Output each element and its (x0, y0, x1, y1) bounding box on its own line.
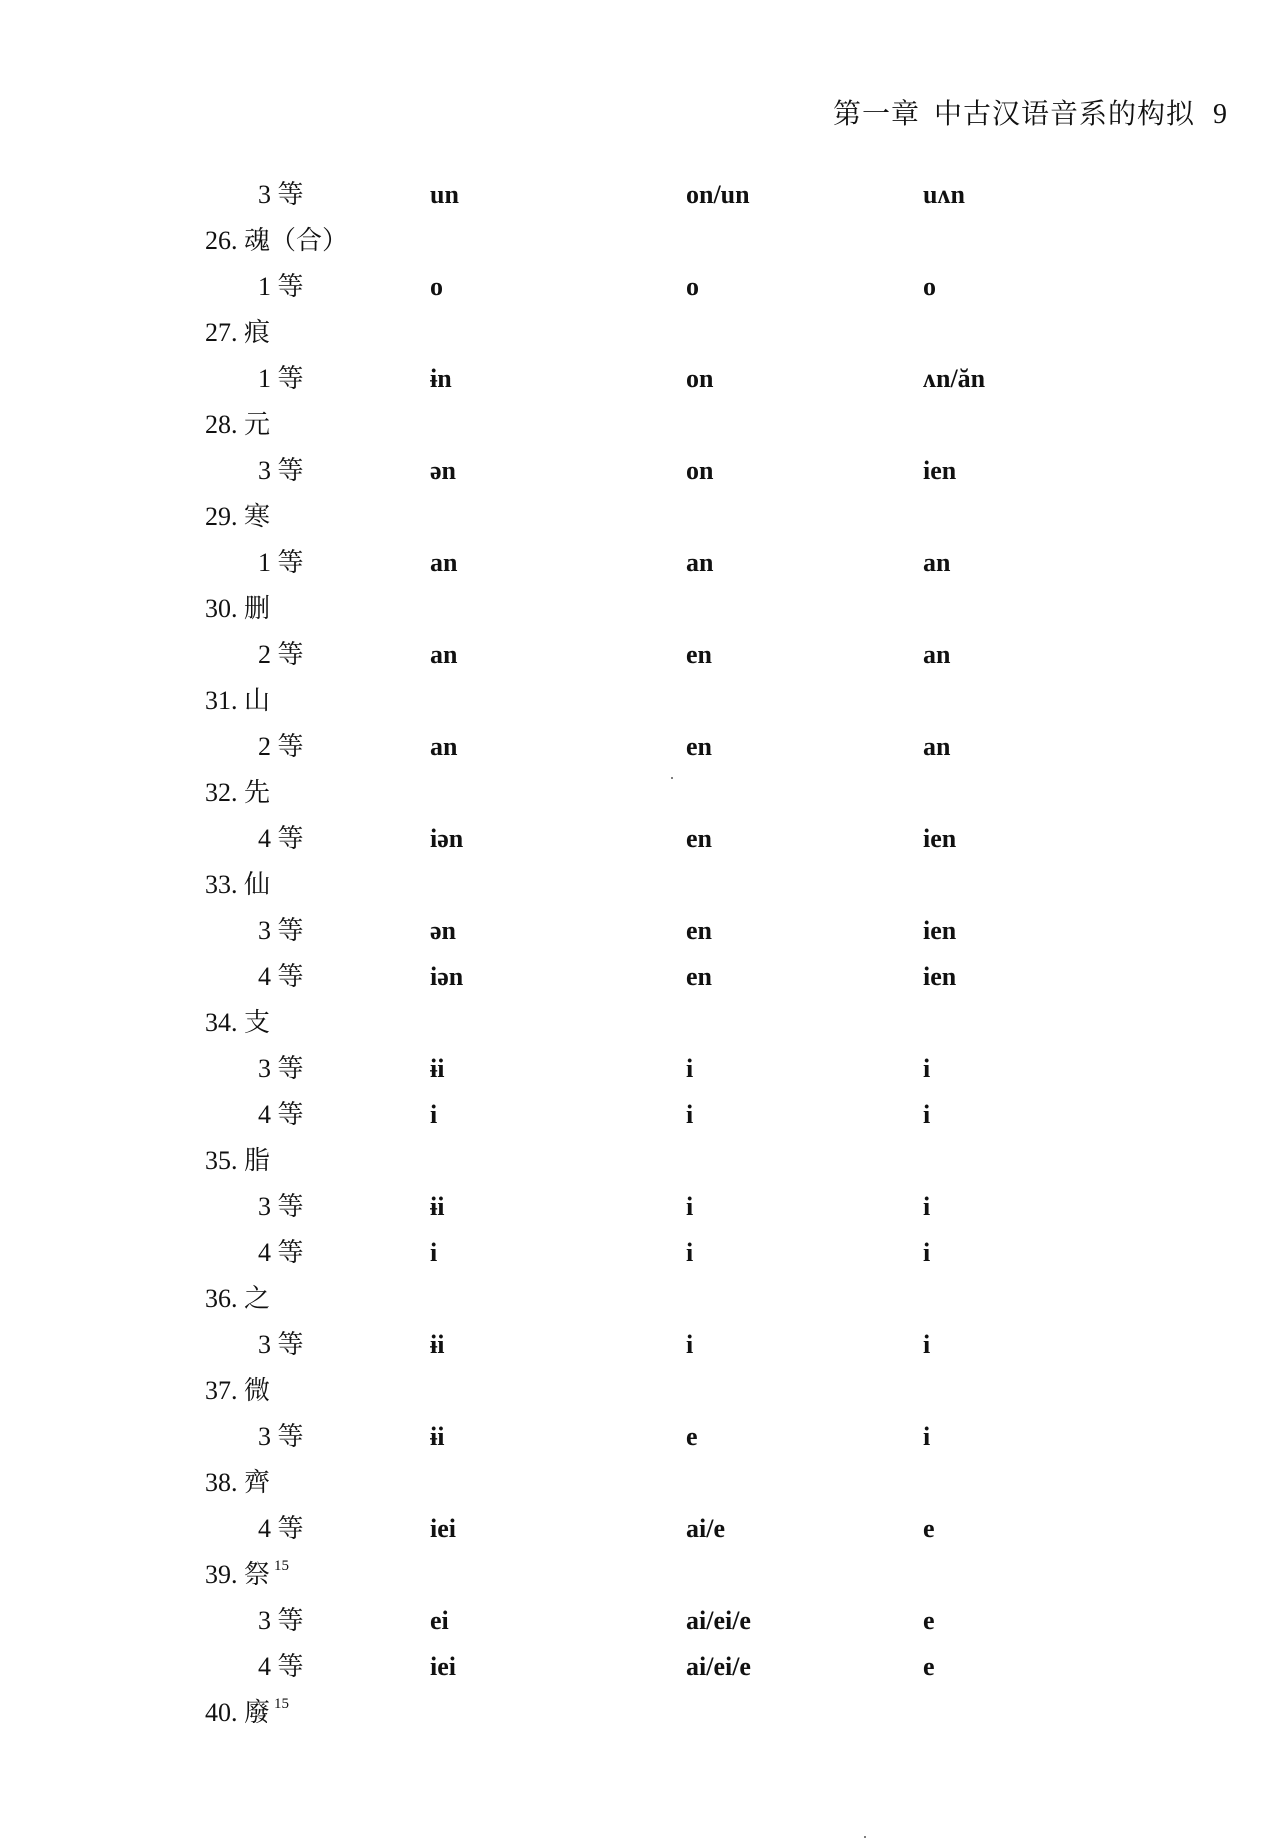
grade-row (0, 172, 1280, 218)
rime-label (205, 770, 270, 816)
grade-row (0, 1506, 1280, 1552)
rime-label (205, 494, 270, 540)
rime-heading-row (0, 770, 1280, 816)
reconstruction-cell-1: ɨi (430, 1422, 445, 1451)
rime-label (205, 1552, 289, 1598)
grade-label: 4 等 (258, 1514, 304, 1543)
chapter-label: 第一章 (832, 99, 920, 130)
grade-row (0, 1644, 1280, 1690)
grade-label: 1 等 (258, 364, 304, 393)
rime-label-text: 26. 魂（合） (205, 226, 349, 255)
grade-row (0, 908, 1280, 954)
rime-heading-row (0, 1460, 1280, 1506)
rime-heading-row (0, 1690, 1280, 1736)
rime-label-text: 27. 痕 (205, 318, 271, 347)
rime-heading-row (0, 1368, 1280, 1414)
rime-label (205, 678, 270, 724)
rime-label-text: 29. 寒 (205, 502, 271, 531)
rime-heading-row (0, 1276, 1280, 1322)
reconstruction-cell-1: an (430, 548, 458, 577)
rime-label (205, 218, 348, 264)
rime-label (205, 1460, 270, 1506)
reconstruction-cell-1: an (430, 640, 458, 669)
reconstruction-cell-3: ien (923, 456, 957, 485)
grade-row (0, 356, 1280, 402)
reconstruction-cell-2: i (686, 1192, 694, 1221)
grade-row (0, 1414, 1280, 1460)
reconstruction-cell-1: i (430, 1100, 438, 1129)
grade-row (0, 1046, 1280, 1092)
grade-label: 2 等 (258, 640, 304, 669)
reconstruction-cell-3: ien (923, 962, 957, 991)
reconstruction-cell-1: ən (430, 456, 456, 485)
rime-heading-row (0, 586, 1280, 632)
grade-label: 4 等 (258, 1100, 304, 1129)
reconstruction-cell-2: en (686, 640, 712, 669)
reconstruction-cell-2: i (686, 1054, 694, 1083)
reconstruction-cell-1: i (430, 1238, 438, 1267)
chapter-title: 中古汉语音系的构拟 (933, 99, 1195, 130)
grade-label: 3 等 (258, 1054, 304, 1083)
grade-label: 3 等 (258, 1192, 304, 1221)
grade-label: 3 等 (258, 916, 304, 945)
grade-row (0, 1598, 1280, 1644)
grade-row (0, 1322, 1280, 1368)
grade-row (0, 1230, 1280, 1276)
rime-label-text: 30. 删 (205, 594, 271, 623)
reconstruction-cell-2: an (686, 548, 714, 577)
grade-row (0, 724, 1280, 770)
rime-heading-row (0, 218, 1280, 264)
footnote-marker: 15 (274, 1696, 290, 1713)
reconstruction-cell-2: e (686, 1422, 698, 1451)
grade-row (0, 1184, 1280, 1230)
rime-label (205, 586, 270, 632)
rime-heading-row (0, 494, 1280, 540)
rime-label (205, 1368, 270, 1414)
reconstruction-cell-1: ən (430, 916, 456, 945)
reconstruction-cell-2: on (686, 364, 714, 393)
rime-label-text: 33. 仙 (205, 870, 271, 899)
reconstruction-cell-3: an (923, 548, 951, 577)
reconstruction-cell-1: o (430, 272, 443, 301)
rime-label (205, 402, 270, 448)
rime-heading-row (0, 402, 1280, 448)
rime-label-text: 32. 先 (205, 778, 271, 807)
grade-label: 4 等 (258, 1238, 304, 1267)
reconstruction-cell-3: i (923, 1330, 931, 1359)
rime-label-text: 35. 脂 (205, 1146, 271, 1175)
rime-label-text: 37. 微 (205, 1376, 271, 1405)
grade-row (0, 1092, 1280, 1138)
footnote-marker: 15 (274, 1558, 290, 1575)
grade-label: 4 等 (258, 962, 304, 991)
reconstruction-cell-1: ɨi (430, 1054, 445, 1083)
grade-label: 1 等 (258, 548, 304, 577)
grade-label: 1 等 (258, 272, 304, 301)
reconstruction-cell-2: i (686, 1100, 694, 1129)
reconstruction-cell-2: en (686, 732, 712, 761)
reconstruction-cell-3: e (923, 1514, 935, 1543)
reconstruction-cell-3: e (923, 1606, 935, 1635)
grade-label: 3 等 (258, 180, 304, 209)
reconstruction-cell-2: i (686, 1238, 694, 1267)
grade-row (0, 448, 1280, 494)
reconstruction-cell-1: ɨi (430, 1330, 445, 1359)
reconstruction-cell-1: ei (430, 1606, 449, 1635)
reconstruction-cell-3: i (923, 1192, 931, 1221)
reconstruction-cell-1: iən (430, 824, 464, 853)
reconstruction-cell-2: ai/e (686, 1514, 725, 1543)
reconstruction-cell-2: en (686, 916, 712, 945)
rime-label-text: 39. 祭 (205, 1560, 271, 1589)
reconstruction-cell-2: o (686, 272, 699, 301)
reconstruction-cell-2: en (686, 962, 712, 991)
reconstruction-cell-3: o (923, 272, 936, 301)
reconstruction-cell-3: ien (923, 824, 957, 853)
rime-heading-row (0, 310, 1280, 356)
reconstruction-cell-3: i (923, 1054, 931, 1083)
grade-label: 4 等 (258, 824, 304, 853)
grade-label: 3 等 (258, 1422, 304, 1451)
reconstruction-cell-1: iei (430, 1652, 456, 1681)
grade-row (0, 632, 1280, 678)
reconstruction-cell-1: un (430, 180, 459, 209)
reconstruction-cell-2: en (686, 824, 712, 853)
reconstruction-cell-3: an (923, 732, 951, 761)
rime-label-text: 34. 支 (205, 1008, 271, 1037)
reconstruction-cell-2: i (686, 1330, 694, 1359)
rime-label (205, 862, 270, 908)
reconstruction-cell-3: i (923, 1422, 931, 1451)
reconstruction-cell-1: an (430, 732, 458, 761)
rime-table (0, 172, 1280, 1736)
rime-label (205, 1276, 270, 1322)
grade-row (0, 816, 1280, 862)
scan-speck (864, 1836, 866, 1838)
grade-label: 3 等 (258, 456, 304, 485)
reconstruction-cell-1: iən (430, 962, 464, 991)
reconstruction-cell-3: ien (923, 916, 957, 945)
rime-label (205, 310, 270, 356)
reconstruction-cell-3: e (923, 1652, 935, 1681)
reconstruction-cell-3: i (923, 1100, 931, 1129)
rime-heading-row (0, 678, 1280, 724)
reconstruction-cell-1: ɨn (430, 364, 452, 393)
rime-label-text: 38. 齊 (205, 1468, 271, 1497)
reconstruction-cell-1: iei (430, 1514, 456, 1543)
reconstruction-cell-3: uʌn (923, 180, 965, 209)
reconstruction-cell-2: ai/ei/e (686, 1606, 751, 1635)
scan-speck (671, 777, 673, 779)
reconstruction-cell-3: i (923, 1238, 931, 1267)
grade-row (0, 264, 1280, 310)
grade-row (0, 540, 1280, 586)
grade-label: 3 等 (258, 1330, 304, 1359)
reconstruction-cell-2: on (686, 456, 714, 485)
running-header (833, 92, 1228, 132)
reconstruction-cell-3: an (923, 640, 951, 669)
rime-label-text: 40. 廢 (205, 1698, 271, 1727)
grade-label: 2 等 (258, 732, 304, 761)
reconstruction-cell-2: ai/ei/e (686, 1652, 751, 1681)
rime-label (205, 1000, 270, 1046)
rime-label (205, 1138, 270, 1184)
page-number: 9 (1213, 99, 1228, 130)
reconstruction-cell-1: ɨi (430, 1192, 445, 1221)
reconstruction-cell-2: on/un (686, 180, 750, 209)
rime-heading-row (0, 1000, 1280, 1046)
reconstruction-cell-3: ʌn/ăn (923, 364, 986, 393)
rime-label-text: 28. 元 (205, 410, 271, 439)
grade-label: 4 等 (258, 1652, 304, 1681)
rime-label (205, 1690, 289, 1736)
grade-row (0, 954, 1280, 1000)
rime-heading-row (0, 862, 1280, 908)
rime-heading-row (0, 1552, 1280, 1598)
rime-label-text: 31. 山 (205, 686, 271, 715)
rime-heading-row (0, 1138, 1280, 1184)
rime-label-text: 36. 之 (205, 1284, 271, 1313)
grade-label: 3 等 (258, 1606, 304, 1635)
